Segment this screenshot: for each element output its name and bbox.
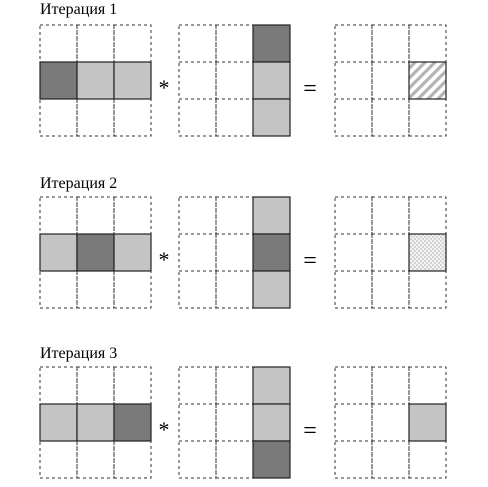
matrix-b (179, 197, 290, 308)
grid-cell (335, 62, 372, 99)
iteration-3 (40, 345, 446, 478)
cell-dark (40, 62, 77, 99)
cell-dark (253, 441, 290, 478)
grid-cell (114, 99, 151, 136)
cell-dark (253, 234, 290, 271)
grid-cell (409, 367, 446, 404)
grid-cell (216, 197, 253, 234)
grid-cell (216, 99, 253, 136)
grid-cell (40, 441, 77, 478)
grid-cell (335, 197, 372, 234)
iteration-2 (40, 175, 446, 308)
grid-cell (216, 404, 253, 441)
grid-cell (216, 234, 253, 271)
result-matrix (335, 25, 446, 136)
grid-cell (114, 25, 151, 62)
equals-sign: = (303, 76, 317, 102)
cell-striped (409, 62, 446, 99)
result-matrix (335, 367, 446, 478)
matrix-a (40, 197, 151, 308)
matrix-a (40, 25, 151, 136)
iteration-title: Итерация 1 (40, 1, 118, 18)
grid-cell (77, 271, 114, 308)
grid-cell (40, 271, 77, 308)
grid-cell (114, 271, 151, 308)
grid-cell (216, 441, 253, 478)
grid-cell (372, 271, 409, 308)
grid-cell (409, 25, 446, 62)
cell-light (40, 404, 77, 441)
grid-cell (409, 271, 446, 308)
multiply-sign: * (158, 75, 170, 100)
cell-light (114, 234, 151, 271)
grid-cell (77, 25, 114, 62)
grid-cell (216, 62, 253, 99)
cell-light (253, 404, 290, 441)
cell-light (40, 234, 77, 271)
matrix-a (40, 367, 151, 478)
grid-cell (40, 367, 77, 404)
grid-cell (335, 271, 372, 308)
grid-cell (372, 197, 409, 234)
grid-cell (179, 62, 216, 99)
grid-cell (409, 99, 446, 136)
grid-cell (372, 62, 409, 99)
cell-dark (77, 234, 114, 271)
grid-cell (372, 404, 409, 441)
grid-cell (77, 367, 114, 404)
grid-cell (179, 367, 216, 404)
grid-cell (179, 404, 216, 441)
matrix-b (179, 367, 290, 478)
grid-cell (77, 441, 114, 478)
iteration-title: Итерация 3 (40, 345, 118, 362)
grid-cell (335, 234, 372, 271)
grid-cell (77, 99, 114, 136)
grid-cell (77, 197, 114, 234)
cell-light (114, 62, 151, 99)
cell-light (253, 197, 290, 234)
grid-cell (216, 367, 253, 404)
cell-light (77, 62, 114, 99)
grid-cell (40, 25, 77, 62)
grid-cell (179, 234, 216, 271)
iteration-title: Итерация 2 (40, 175, 118, 192)
grid-cell (335, 441, 372, 478)
grid-cell (335, 25, 372, 62)
grid-cell (114, 197, 151, 234)
cell-light (253, 99, 290, 136)
matrix-b (179, 25, 290, 136)
grid-cell (40, 99, 77, 136)
cell-light (409, 404, 446, 441)
grid-cell (216, 271, 253, 308)
cell-dark (253, 25, 290, 62)
grid-cell (40, 197, 77, 234)
grid-cell (409, 441, 446, 478)
cell-checkered (409, 234, 446, 271)
result-matrix (335, 197, 446, 308)
multiply-sign: * (158, 417, 170, 442)
grid-cell (335, 367, 372, 404)
cell-light (253, 367, 290, 404)
cell-light (253, 62, 290, 99)
iteration-1 (40, 1, 446, 136)
equals-sign: = (303, 418, 317, 444)
grid-cell (179, 441, 216, 478)
grid-cell (179, 197, 216, 234)
cell-light (253, 271, 290, 308)
cell-dark (114, 404, 151, 441)
equals-sign: = (303, 248, 317, 274)
grid-cell (114, 367, 151, 404)
grid-cell (179, 271, 216, 308)
cell-light (77, 404, 114, 441)
grid-cell (409, 197, 446, 234)
grid-cell (372, 99, 409, 136)
grid-cell (372, 25, 409, 62)
multiply-sign: * (158, 247, 170, 272)
grid-cell (372, 441, 409, 478)
grid-cell (372, 234, 409, 271)
grid-cell (114, 441, 151, 478)
grid-cell (372, 367, 409, 404)
grid-cell (335, 99, 372, 136)
grid-cell (179, 99, 216, 136)
grid-cell (335, 404, 372, 441)
grid-cell (179, 25, 216, 62)
grid-cell (216, 25, 253, 62)
